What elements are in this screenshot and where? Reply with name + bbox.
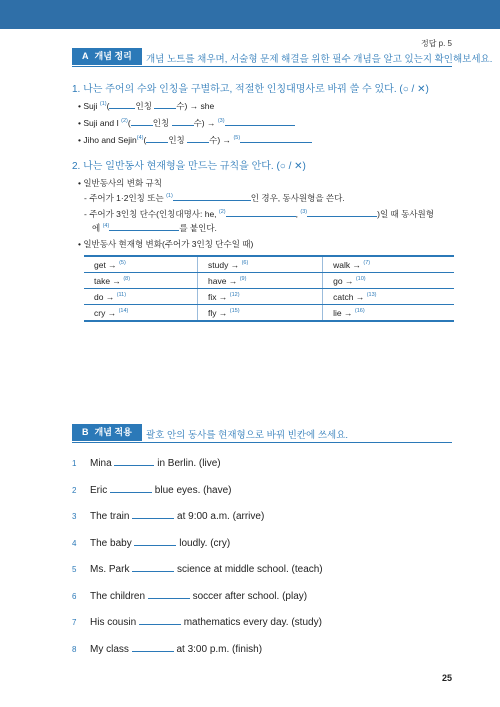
section-a-divider <box>72 66 452 67</box>
verb-table-row <box>84 289 454 305</box>
verb-table-row <box>84 256 454 273</box>
answer-blank[interactable] <box>114 456 154 466</box>
item-number: 6 <box>72 591 77 601</box>
subject: Suji <box>83 101 100 111</box>
q2-title: 2. 나는 일반동사 현재형을 만드는 규칙을 안다. (○ / ✕) <box>72 161 306 172</box>
verb-base: study → <box>208 259 240 270</box>
answer-blank[interactable] <box>226 208 296 217</box>
verb-cell <box>323 305 454 322</box>
exercise-item <box>72 483 232 496</box>
verb-base: do → <box>94 291 115 302</box>
answer-blank[interactable] <box>146 134 168 143</box>
answer-blank[interactable] <box>173 192 251 201</box>
answer-blank[interactable] <box>148 589 190 599</box>
rule-heading: • 일반동사의 변화 규칙 <box>78 178 162 188</box>
verb-base: get → <box>94 259 117 270</box>
rule-line-1: - 주어가 1·2인칭 또는 $^{(1)}$ 인 경우, 동사원형을 쓴다. <box>84 193 345 203</box>
answer-blank[interactable] <box>172 117 194 126</box>
item-rest: soccer after school. (play) <box>192 590 308 602</box>
answer-blank[interactable] <box>307 208 377 217</box>
blank-number: (9) <box>239 275 247 282</box>
item-number: 1 <box>72 459 77 468</box>
verb-cell <box>198 289 323 305</box>
blank-number: (1) <box>99 101 107 108</box>
exercise-item <box>72 536 230 549</box>
section-a-tag <box>72 48 142 65</box>
blank-number: (13) <box>366 291 377 298</box>
verb-base: cry → <box>94 307 117 318</box>
rule-line-2: - 주어가 3인칭 단수(인칭대명사: he, $^{(2)}$ , $^{(3)}$ )일 때 동사원형 <box>84 209 434 219</box>
verb-base: catch → <box>333 291 365 302</box>
table-heading: • 일반동사 현재형 변화(주어가 3인칭 단수일 때) <box>78 239 254 249</box>
answer-blank[interactable] <box>132 642 174 652</box>
item-subject: The children <box>90 590 146 602</box>
bullet: • <box>78 101 81 111</box>
exercise-item <box>72 562 323 575</box>
answer-blank[interactable] <box>134 536 176 546</box>
item-number: 7 <box>72 618 77 627</box>
item-number: 5 <box>72 565 77 574</box>
bullet: • <box>78 135 81 145</box>
answer-blank[interactable] <box>225 117 295 126</box>
q1-row-2: • Suji and I $^{(2)}$( 인칭 수) → $^{(3)}$ <box>78 117 295 129</box>
verb-base: fix → <box>208 291 228 302</box>
section-b-instruction: 괄호 안의 동사를 현재형으로 바꿔 빈칸에 쓰세요. <box>146 430 349 441</box>
answer-blank[interactable] <box>132 562 174 572</box>
item-subject: His cousin <box>90 617 137 628</box>
item-rest: blue eyes. (have) <box>154 484 232 496</box>
page-number: 25 <box>441 673 452 683</box>
blank-number: (12) <box>229 291 240 298</box>
verb-base: take → <box>94 275 121 286</box>
answer-reference: 정답 p. 5 <box>420 39 452 48</box>
section-a-letter: A <box>82 51 89 61</box>
blank-number: (2) <box>121 118 128 125</box>
verb-cell <box>84 273 198 289</box>
answer-blank[interactable] <box>109 222 179 231</box>
section-b-tag <box>72 424 142 441</box>
verb-base: have → <box>208 275 238 286</box>
blank-number: (7) <box>363 259 371 266</box>
verb-table-row <box>84 305 454 322</box>
item-number: 4 <box>72 538 77 548</box>
exercise-item <box>72 456 221 469</box>
item-subject: My class <box>90 643 129 655</box>
q1-row-3: • Jiho and Sejin$^{(4)}$( 인칭 수) → $^{(5)}$ <box>78 134 312 146</box>
blank-number: (8) <box>123 275 131 282</box>
answer-blank[interactable] <box>154 100 176 109</box>
item-rest: mathematics every day. (study) <box>183 617 322 628</box>
verb-cell <box>84 256 198 273</box>
subject: Suji and I <box>83 118 122 128</box>
verb-cell <box>198 273 323 289</box>
header-bar <box>0 0 500 29</box>
verb-cell <box>84 289 198 305</box>
verb-cell <box>198 256 323 273</box>
blank-number: (2) <box>218 209 226 216</box>
exercise-item <box>72 642 262 655</box>
answer-blank[interactable] <box>110 483 152 493</box>
item-number: 3 <box>72 512 77 521</box>
exercise-item <box>72 509 264 522</box>
blank-number: (16) <box>354 307 365 314</box>
item-subject: Ms. Park <box>90 564 130 575</box>
item-number: 2 <box>72 485 77 495</box>
blank-number: (5) <box>233 135 241 142</box>
answer-blank[interactable] <box>131 117 153 126</box>
blank-number: (15) <box>229 307 240 314</box>
item-subject: The baby <box>90 537 132 549</box>
verb-conjugation-table <box>84 255 454 322</box>
blank-number: (4) <box>136 135 144 142</box>
rule-line-3: 에 $^{(4)}$ 를 붙인다. <box>92 223 217 233</box>
blank-number: (3) <box>217 118 225 125</box>
blank-number: (14) <box>118 307 129 314</box>
verb-cell <box>323 256 454 273</box>
answer-blank[interactable] <box>109 100 135 109</box>
q1-title: 1. 나는 주어의 수와 인칭을 구별하고, 적절한 인칭대명사로 바꿔 쓸 수 있다. (○ / ✕) <box>72 84 429 95</box>
section-b-label: 개념 적용 <box>94 427 132 437</box>
answer-blank[interactable] <box>132 509 174 519</box>
exercise-item <box>72 615 322 628</box>
blank-number: (11) <box>116 291 127 298</box>
verb-cell <box>323 289 454 305</box>
section-b-divider <box>72 442 452 443</box>
verb-table-row <box>84 273 454 289</box>
item-subject: Eric <box>90 484 108 496</box>
bullet: • <box>78 118 81 128</box>
verb-base: fly → <box>208 307 228 318</box>
answer-blank[interactable] <box>187 134 209 143</box>
item-rest: in Berlin. (live) <box>157 458 221 469</box>
section-a-label: 개념 정리 <box>94 51 132 61</box>
verb-base: go → <box>333 275 354 286</box>
item-rest: science at middle school. (teach) <box>177 564 323 575</box>
blank-number: (4) <box>102 223 110 230</box>
subject: Jiho and Sejin <box>83 135 137 145</box>
blank-number: (10) <box>355 275 366 282</box>
answer-blank[interactable] <box>139 615 181 625</box>
blank-number: (6) <box>241 259 249 266</box>
blank-number: (3) <box>300 209 308 216</box>
exercise-item <box>72 589 307 602</box>
verb-cell <box>198 305 323 322</box>
section-b-letter: B <box>82 427 89 437</box>
item-rest: at 9:00 a.m. (arrive) <box>177 511 265 522</box>
verb-cell <box>84 305 198 322</box>
verb-cell <box>323 273 454 289</box>
answer-blank[interactable] <box>240 134 312 143</box>
item-subject: Mina <box>90 458 112 469</box>
item-rest: loudly. (cry) <box>179 537 231 549</box>
blank-number: (5) <box>119 259 126 266</box>
verb-base: lie → <box>333 307 353 318</box>
item-rest: at 3:00 p.m. (finish) <box>176 643 263 655</box>
blank-number: (1) <box>166 193 173 200</box>
q1-row-1: • Suji $^{(1)}$( 인칭 수) → she <box>78 101 215 111</box>
item-subject: The train <box>90 511 130 522</box>
verb-base: walk → <box>333 259 362 270</box>
item-number: 8 <box>72 644 77 654</box>
section-a-instruction: 개념 노트를 채우며, 서술형 문제 해결을 위한 필수 개념을 알고 있는지 확인해보세요. <box>146 54 493 65</box>
